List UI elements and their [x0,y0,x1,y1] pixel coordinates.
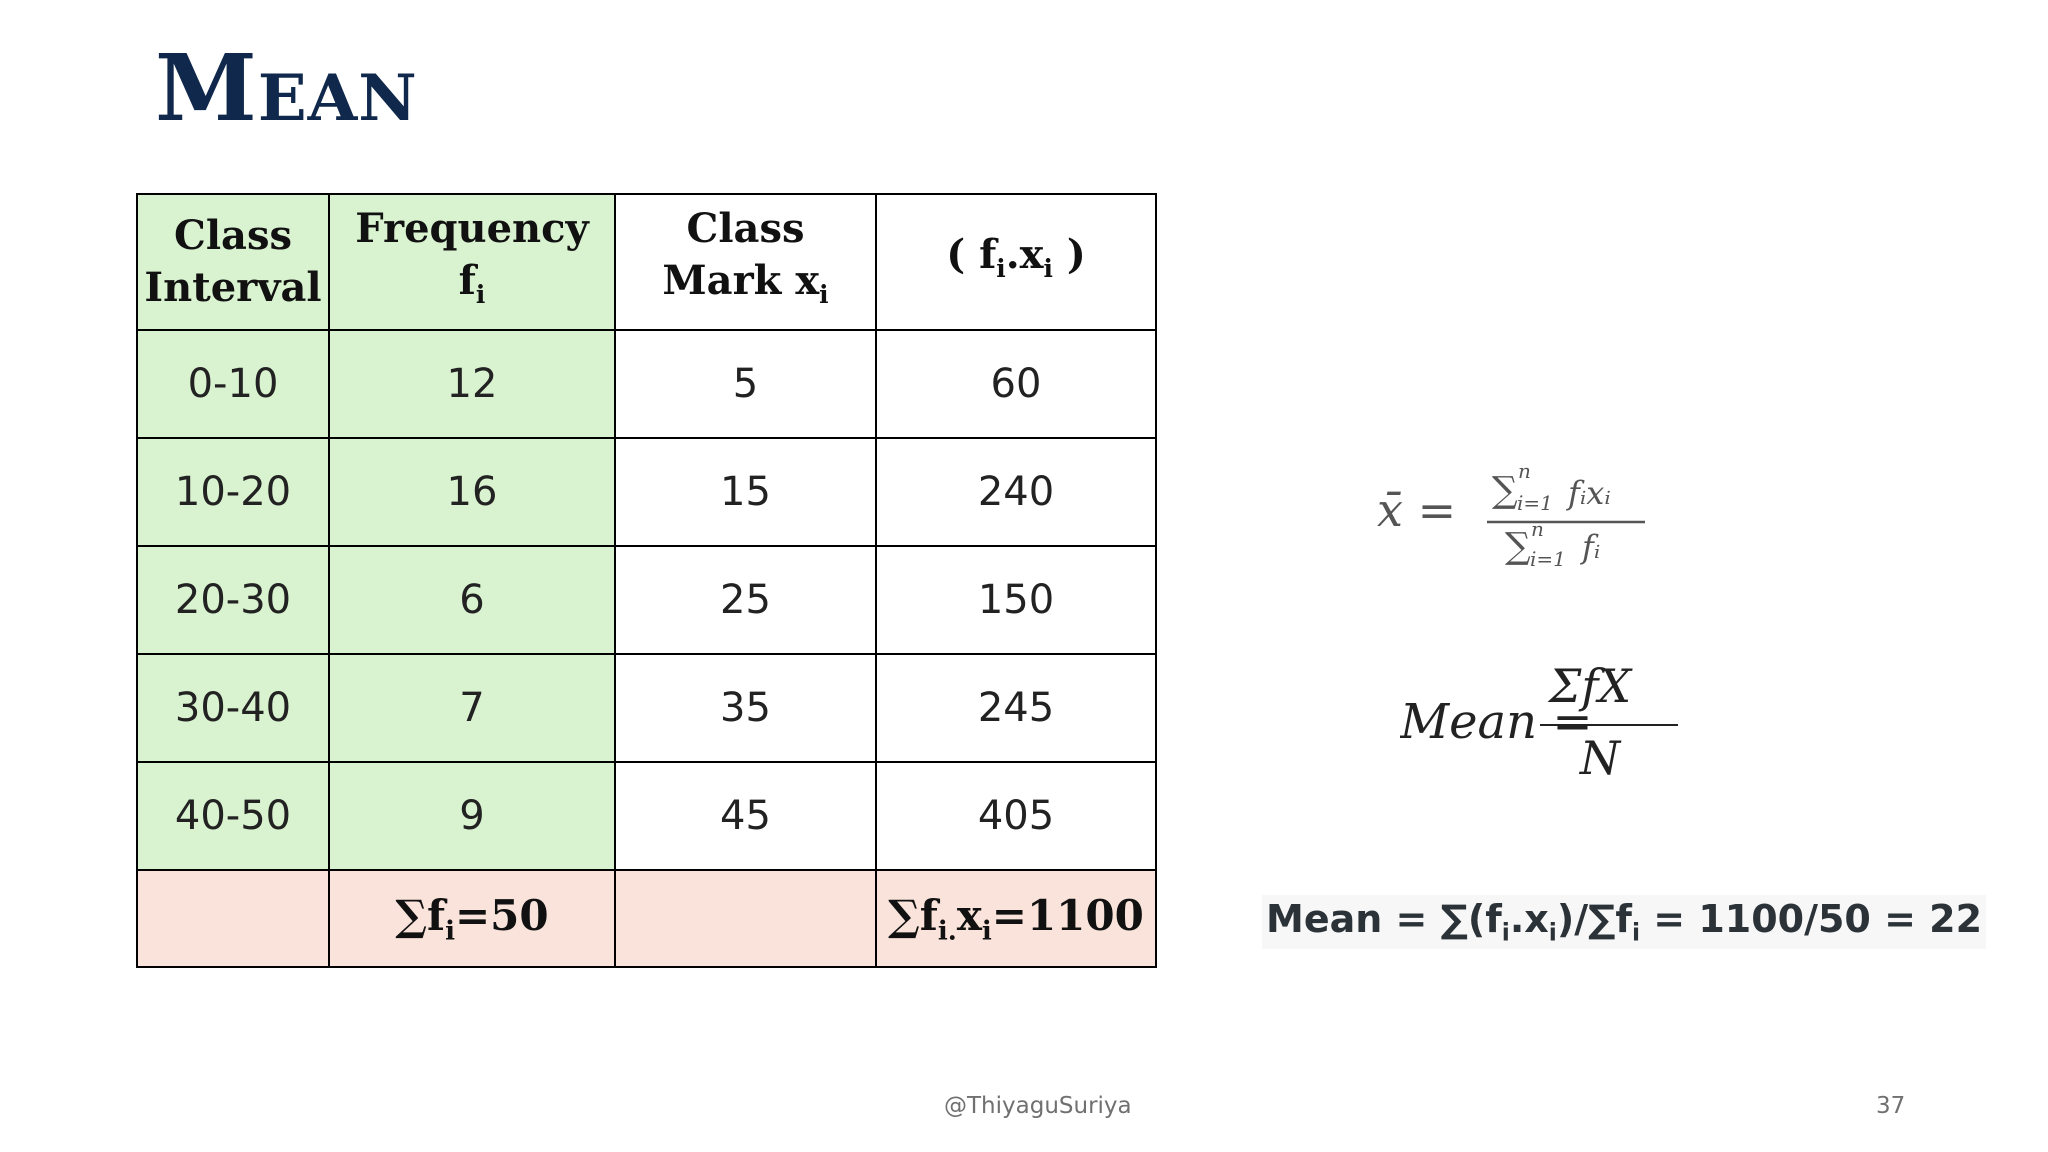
cell-frequency: 7 [329,654,615,762]
slide-title: Mean [155,34,418,142]
cell-frequency: 16 [329,438,615,546]
header-frequency: Frequency $f_i$ [329,194,615,330]
total-frequency: $\sum f_i=50$ [329,870,615,967]
cell-class-mark: 5 [615,330,876,438]
header-class-interval: Class Interval [137,194,329,330]
header-product: ( $f_i.x_i$ ) [876,194,1156,330]
page-number: 37 [1876,1093,1906,1119]
table-total-row [137,870,1156,967]
cell-class-mark: 35 [615,654,876,762]
numerator: ΣfX [1548,659,1632,713]
formula-lhs: x̄ = [1377,483,1457,537]
total-product: $\sum f_{i.}x_i=1100$ [876,870,1156,967]
mean-calculation: Mean = $\sum(f_i.x_i)/\sum f_i = 1100/50 = 22$ [1262,895,1986,949]
simple-mean-formula [1400,650,1680,790]
table-row [137,762,1156,870]
cell-interval: 20-30 [137,546,329,654]
denominator-upper-limit: n [1531,517,1544,541]
table-row [137,330,1156,438]
cell-product: 405 [876,762,1156,870]
table-row [137,438,1156,546]
frequency-table [136,193,1157,968]
numerator-upper-limit: n [1518,459,1531,483]
table-row [137,546,1156,654]
denominator: N [1579,731,1621,785]
numerator-sum-symbol: ∑ [1492,470,1518,511]
cell-product: 60 [876,330,1156,438]
numerator-lower-limit: i=1 [1517,491,1553,515]
total-interval [137,870,329,967]
cell-frequency: 12 [329,330,615,438]
denominator-sum-symbol: ∑ [1505,526,1531,567]
cell-interval: 10-20 [137,438,329,546]
weighted-mean-formula [1375,452,1675,592]
cell-frequency: 9 [329,762,615,870]
cell-product: 150 [876,546,1156,654]
cell-class-mark: 45 [615,762,876,870]
cell-interval: 30-40 [137,654,329,762]
footer-credit: @ThiyaguSuriya [944,1093,1132,1119]
cell-product: 245 [876,654,1156,762]
numerator-term: fᵢxᵢ [1568,474,1611,512]
table-row [137,654,1156,762]
cell-class-mark: 15 [615,438,876,546]
denominator-term: fᵢ [1582,528,1601,566]
table-header-row [137,194,1156,330]
cell-interval: 40-50 [137,762,329,870]
formula-lhs: Mean = [1400,694,1593,750]
denominator-lower-limit: i=1 [1530,547,1566,571]
cell-interval: 0-10 [137,330,329,438]
cell-class-mark: 25 [615,546,876,654]
cell-frequency: 6 [329,546,615,654]
cell-product: 240 [876,438,1156,546]
total-mark [615,870,876,967]
header-class-mark: Class Mark $x_i$ [615,194,876,330]
